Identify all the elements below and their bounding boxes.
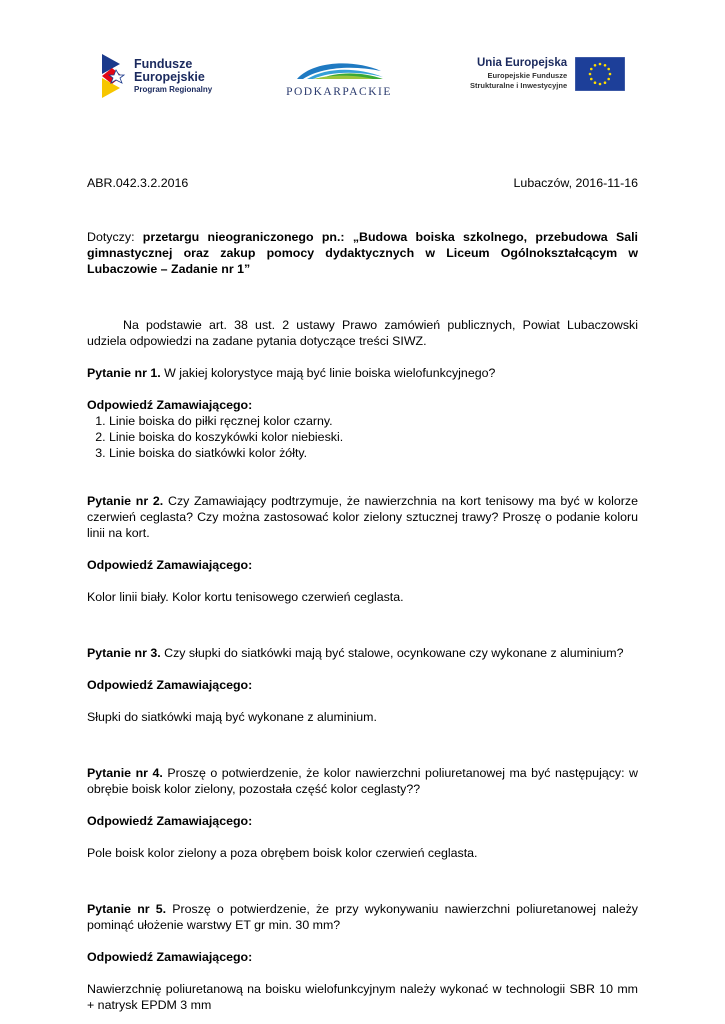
answer-4-text: Pole boisk kolor zielony a poza obrębem boisk kolor czerwień ceglasta. [87,846,478,860]
answer-3-heading: Odpowiedź Zamawiającego: [87,678,253,692]
answer-4-heading: Odpowiedź Zamawiającego: [87,814,253,828]
question-1-text: W jakiej kolorystyce mają być linie boiska wielofunkcyjnego? [160,366,496,380]
question-5-text: Proszę o potwierdzenie, że przy wykonywaniu nawierzchni poliuretanowej należy pominąć ułożenie warstwy ET gr min. 30 mm? [87,902,638,932]
question-4-text: Proszę o potwierdzenie, że kolor nawierzchni poliuretanowej ma być następujący: w obrębie boisk kolor zielony, pozostała część kolor ceglasty?? [87,766,638,796]
question-1 [87,365,638,381]
question-5-label: Pytanie nr 5. [87,902,167,916]
question-1-label: Pytanie nr 1. [87,366,161,380]
eu-flag-icon [575,57,625,91]
fe-line2: Europejskie [134,69,205,84]
question-3-label: Pytanie nr 3. [87,646,161,660]
answer-2-heading: Odpowiedź Zamawiającego: [87,558,253,572]
fe-line3: Program Regionalny [134,84,213,94]
answer-2-text: Kolor linii biały. Kolor kortu tenisowego czerwień ceglasta. [87,590,404,604]
podkarpackie-waves-icon [283,57,395,81]
podkarpackie-text: PODKARPACKIE [286,86,392,98]
answer-3-text: Słupki do siatkówki mają być wykonane z aluminium. [87,710,377,724]
question-3-text: Czy słupki do siatkówki mają być stalowe, ocynkowane czy wykonane z aluminium? [160,646,624,660]
podkarpackie-logo [283,57,395,100]
fundusze-europejskie-logo [102,54,212,98]
logo-bar [0,0,725,110]
question-2-label: Pytanie nr 2. [87,494,164,508]
question-4 [87,765,638,797]
subject-prefix: Dotyczy: [87,230,143,244]
question-2-text: Czy Zamawiający podtrzymuje, że nawierzchnia na kort tenisowy ma być w kolorze czerwień ceglasta? Czy można zastosować kolor zielony sztucznej trawy? Proszę o podanie koloru linii na kort. [87,494,638,540]
answer-5-heading: Odpowiedź Zamawiającego: [87,950,253,964]
fe-line1: Fundusze [134,56,193,71]
answer-1-heading: Odpowiedź Zamawiającego: [87,398,253,412]
list-item: 3. Linie boiska do siatkówki kolor żółty. [109,445,638,461]
letter-header [87,175,638,191]
reference-number: ABR.042.3.2.2016 [87,176,189,190]
question-4-label: Pytanie nr 4. [87,766,163,780]
subject-text: przetargu nieograniczonego pn.: „Budowa boiska szkolnego, przebudowa Sali gimnastycznej oraz zakup pomocy dydaktycznych w Liceum Ogólnokształcącym w Lubaczowie – Zadanie nr 1” [87,230,638,276]
ue-line2: Europejskie Fundusze [487,71,568,80]
answer-5-text: Nawierzchnię poliuretanową na boisku wielofunkcyjnym należy wykonać w technologii SBR 10 mm + natrysk EPDM 3 mm [87,982,638,1012]
ue-line1: Unia Europejska [477,57,568,69]
list-item: 2. Linie boiska do koszykówki kolor niebieski. [109,429,638,445]
letter-body [87,175,638,1013]
fe-star-icon [102,54,128,98]
question-2 [87,493,638,541]
list-item: 1. Linie boiska do piłki ręcznej kolor czarny. [109,413,638,429]
unia-europejska-logo [470,56,625,91]
subject [87,229,638,277]
question-3 [87,645,638,661]
intro-paragraph: Na podstawie art. 38 ust. 2 ustawy Prawo zamówień publicznych, Powiat Lubaczowski udziela odpowiedzi na zadane pytania dotyczące treści SIWZ. [87,318,638,348]
place-date: Lubaczów, 2016-11-16 [513,176,638,190]
ue-line3: Strukturalne i Inwestycyjne [470,81,568,90]
question-5 [87,901,638,933]
answer-1-list [87,413,638,461]
